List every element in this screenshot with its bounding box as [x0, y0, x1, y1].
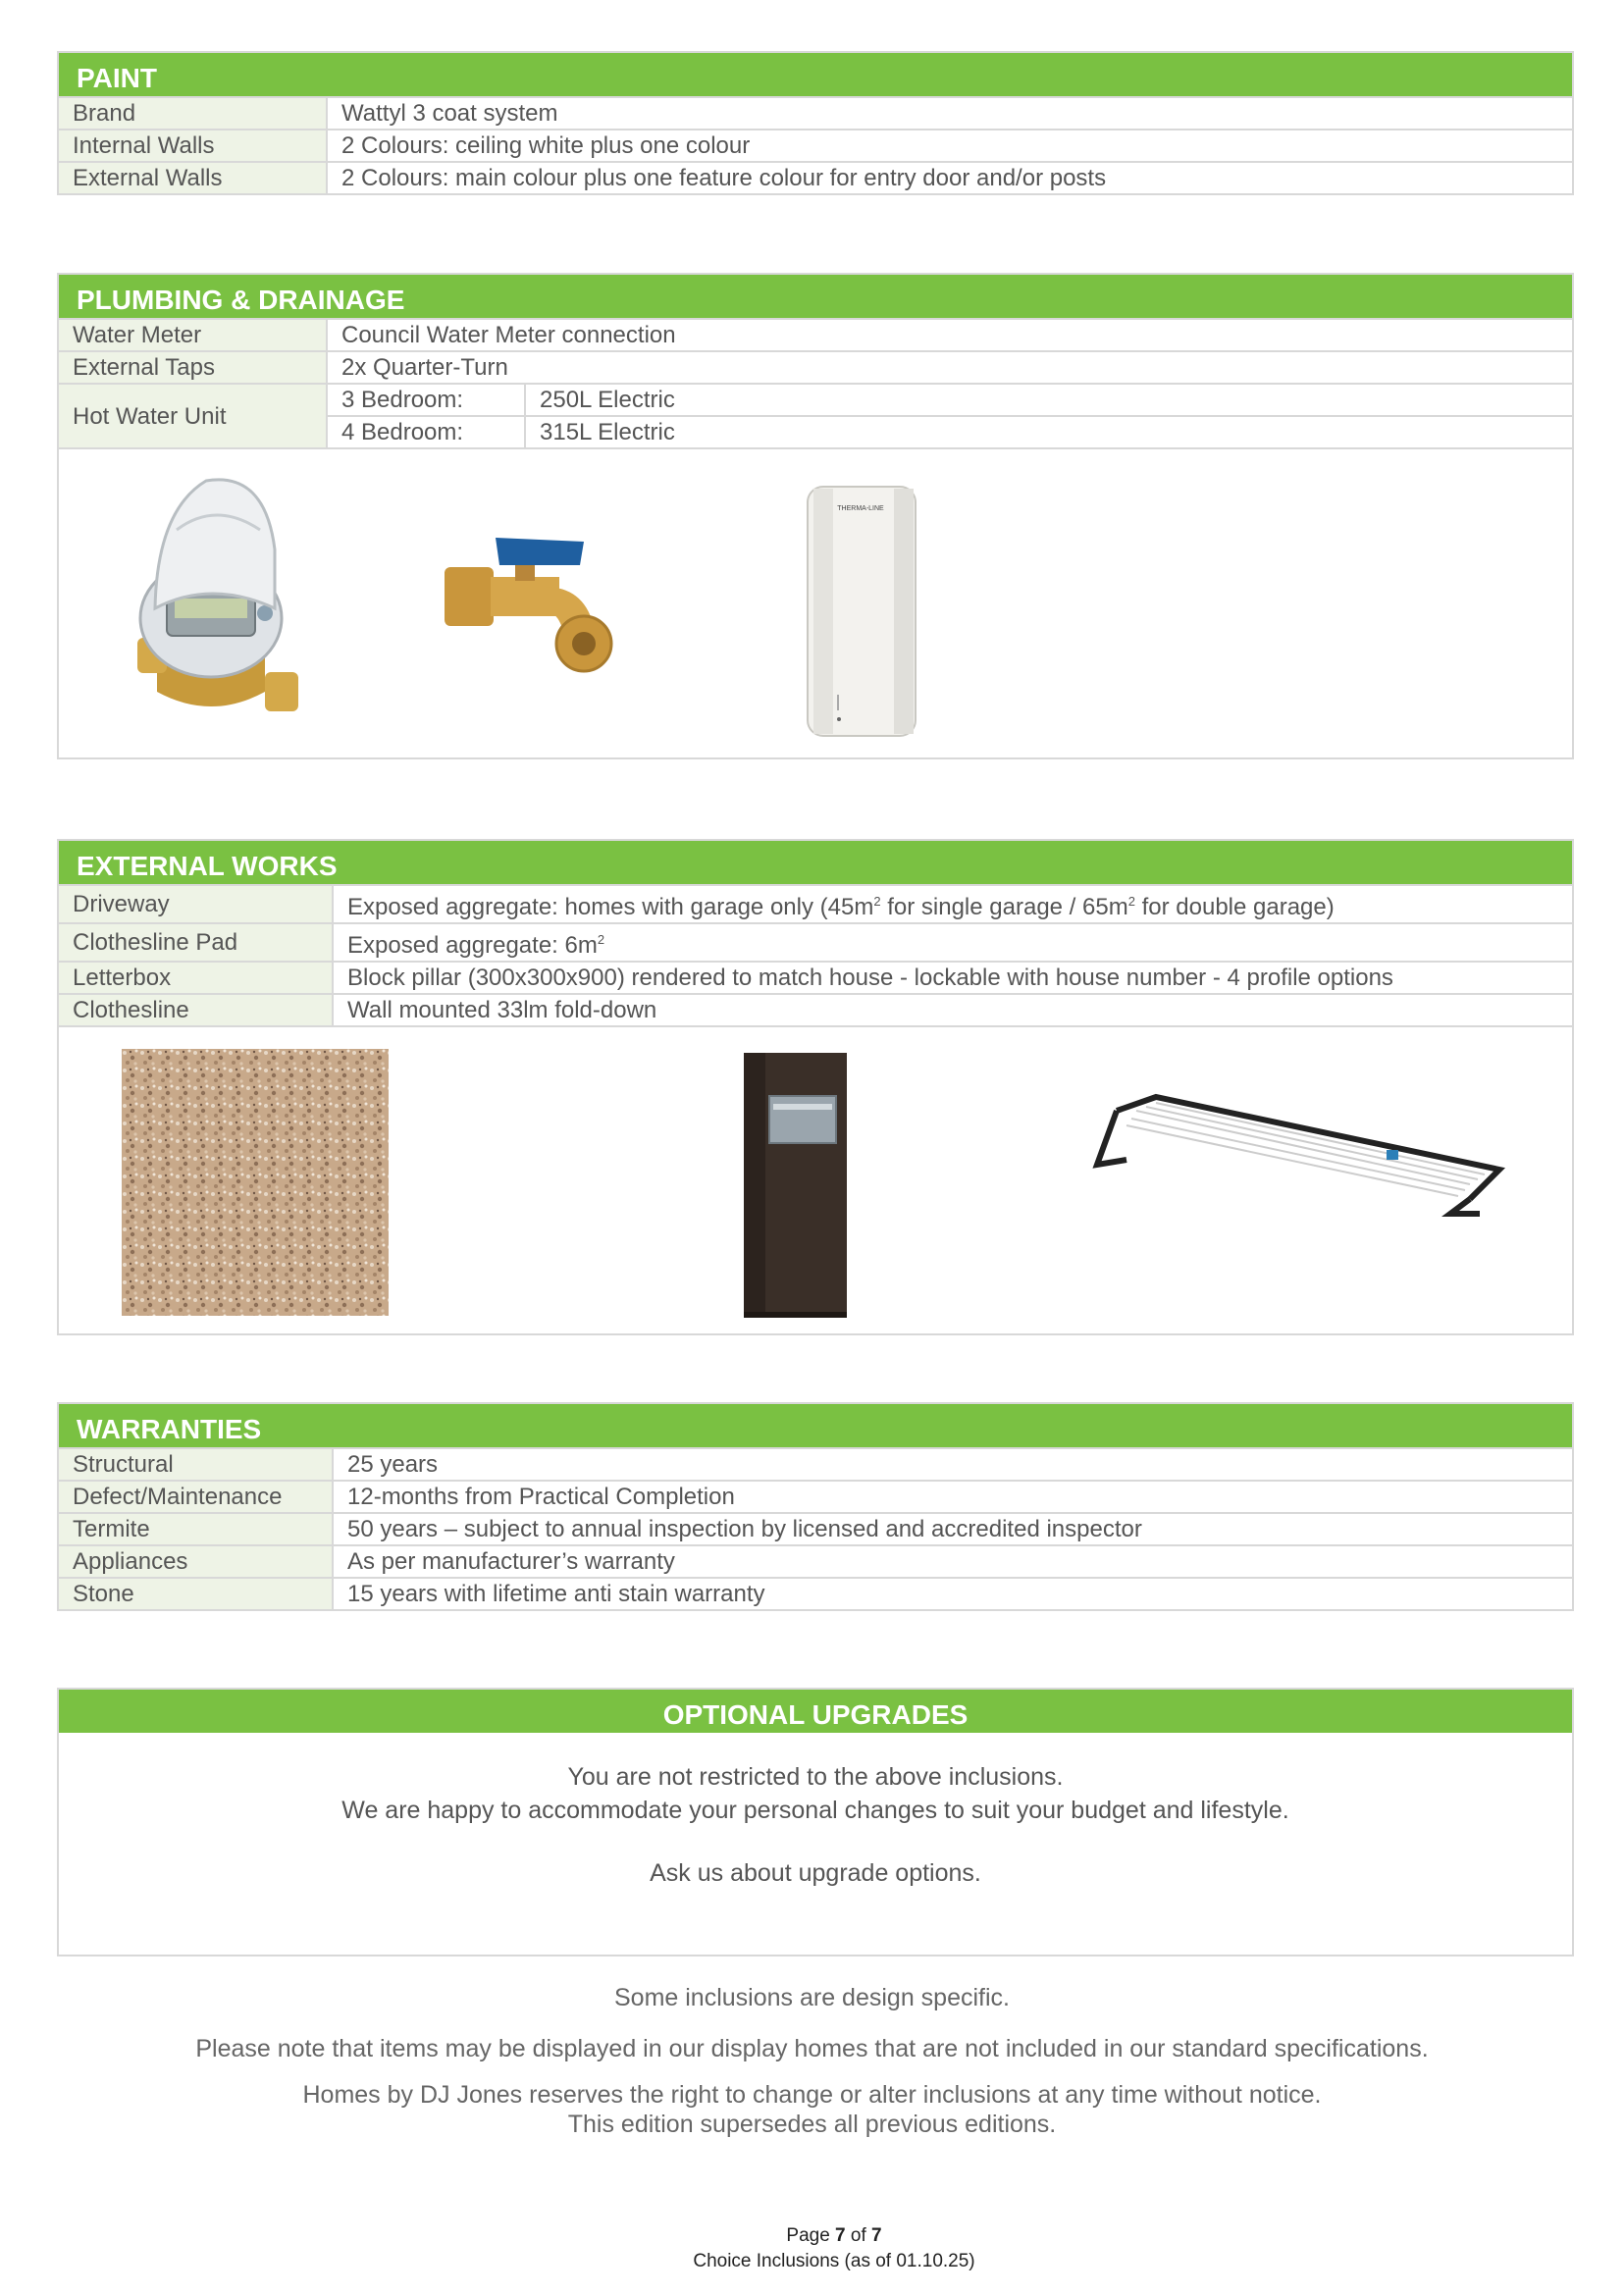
page-number: Page 7 of 7 — [786, 2225, 882, 2246]
water-meter-image — [118, 471, 304, 736]
hot-water-bedrooms: 4 Bedroom: — [327, 416, 525, 448]
quarter-turn-tap-image — [437, 528, 633, 675]
plumbing-images — [57, 449, 1574, 759]
upgrades-line-3: Ask us about upgrade options. — [650, 1859, 981, 1887]
table-row — [58, 319, 1573, 351]
letterbox-pillar-image — [734, 1047, 857, 1322]
hot-water-unit: 315L Electric — [525, 416, 1573, 448]
row-label: Letterbox — [58, 962, 333, 994]
paint-header: PAINT — [57, 51, 1574, 96]
table-row — [58, 962, 1573, 994]
row-label: Driveway — [58, 885, 333, 923]
table-row — [58, 162, 1573, 194]
external-works-images — [57, 1027, 1574, 1335]
note-supersedes: This edition supersedes all previous editions. — [567, 2111, 1057, 2138]
optional-upgrades-body — [57, 1733, 1574, 1956]
table-row — [58, 384, 1573, 416]
paint-section — [57, 51, 1574, 195]
row-value: Exposed aggregate: homes with garage only ($45m^2$ for single garage / $65m^2$ for double garage) — [333, 885, 1573, 923]
plumbing-section — [57, 273, 1574, 759]
plumbing-table — [57, 318, 1574, 449]
table-row — [58, 1545, 1573, 1578]
row-value: Council Water Meter connection — [327, 319, 1573, 351]
row-label: Water Meter — [58, 319, 327, 351]
row-value: Block pillar (300x300x900) rendered to match house - lockable with house number - 4 profile options — [333, 962, 1573, 994]
table-row — [58, 994, 1573, 1026]
external-works-table — [57, 884, 1574, 1027]
row-value: As per manufacturer’s warranty — [333, 1545, 1573, 1578]
plumbing-header: PLUMBING & DRAINAGE — [57, 273, 1574, 318]
cylinder-brand: THERMA-LINE — [837, 505, 884, 512]
external-works-section — [57, 839, 1574, 1335]
fold-down-clothesline-image — [1087, 1091, 1519, 1228]
note-display-homes: Please note that items may be displayed in our display homes that are not included in our standard specifications. — [195, 2035, 1429, 2062]
hot-water-bedrooms: 3 Bedroom: — [327, 384, 525, 416]
optional-upgrades-header: OPTIONAL UPGRADES — [57, 1688, 1574, 1733]
table-row — [58, 1481, 1573, 1513]
hot-water-unit: 250L Electric — [525, 384, 1573, 416]
row-value: Exposed aggregate: $6m^2$ — [333, 923, 1573, 962]
row-label: External Taps — [58, 351, 327, 384]
row-label: Structural — [58, 1448, 333, 1481]
paint-table — [57, 96, 1574, 195]
external-works-header: EXTERNAL WORKS — [57, 839, 1574, 884]
row-label: External Walls — [58, 162, 327, 194]
row-label: Clothesline Pad — [58, 923, 333, 962]
row-value: 2 Colours: main colour plus one feature colour for entry door and/or posts — [327, 162, 1573, 194]
note-right-to-change: Homes by DJ Jones reserves the right to change or alter inclusions at any time without notice. — [302, 2081, 1322, 2109]
table-row — [58, 923, 1573, 962]
upgrades-line-2: We are happy to accommodate your personal changes to suit your budget and lifestyle. — [341, 1797, 1289, 1824]
row-value: 25 years — [333, 1448, 1573, 1481]
row-label: Appliances — [58, 1545, 333, 1578]
table-row — [58, 885, 1573, 923]
table-row — [58, 1513, 1573, 1545]
hot-water-cylinder-image — [800, 479, 927, 744]
row-value: 15 years with lifetime anti stain warranty — [333, 1578, 1573, 1610]
row-label: Internal Walls — [58, 130, 327, 162]
row-value: 50 years – subject to annual inspection by licensed and accredited inspector — [333, 1513, 1573, 1545]
warranties-table — [57, 1447, 1574, 1611]
row-label: Stone — [58, 1578, 333, 1610]
warranties-header: WARRANTIES — [57, 1402, 1574, 1447]
table-row — [58, 97, 1573, 130]
row-label: Hot Water Unit — [58, 384, 327, 448]
row-label: Defect/Maintenance — [58, 1481, 333, 1513]
row-value: 2 Colours: ceiling white plus one colour — [327, 130, 1573, 162]
row-label: Brand — [58, 97, 327, 130]
row-value: Wall mounted 33lm fold-down — [333, 994, 1573, 1026]
row-value: Wattyl 3 coat system — [327, 97, 1573, 130]
table-row — [58, 130, 1573, 162]
note-design-specific: Some inclusions are design specific. — [614, 1984, 1010, 2011]
optional-upgrades-section — [57, 1688, 1574, 1956]
table-row — [58, 1578, 1573, 1610]
upgrades-line-1: You are not restricted to the above inclusions. — [567, 1763, 1064, 1791]
row-label: Termite — [58, 1513, 333, 1545]
table-row — [58, 1448, 1573, 1481]
row-value: 2x Quarter-Turn — [327, 351, 1573, 384]
row-label: Clothesline — [58, 994, 333, 1026]
warranties-section — [57, 1402, 1574, 1611]
edition-label: Choice Inclusions (as of 01.10.25) — [693, 2251, 975, 2271]
table-row — [58, 351, 1573, 384]
exposed-aggregate-image — [122, 1049, 389, 1316]
row-value: 12-months from Practical Completion — [333, 1481, 1573, 1513]
